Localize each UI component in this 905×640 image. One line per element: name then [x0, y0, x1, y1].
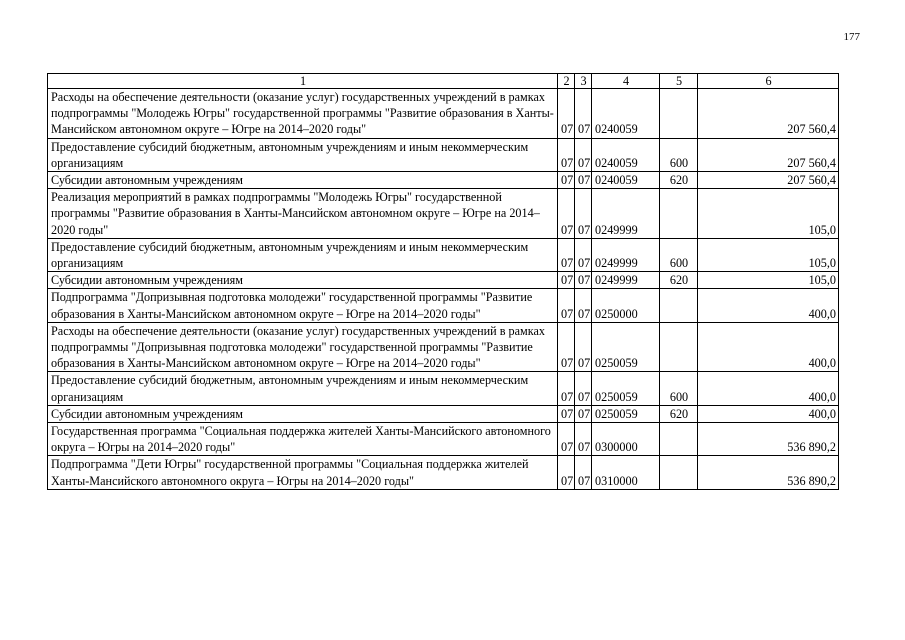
table-row — [48, 456, 839, 489]
table-row — [48, 138, 839, 171]
table-row — [48, 372, 839, 405]
row-subsection: 07 — [575, 189, 592, 239]
row-section: 07 — [558, 289, 575, 322]
row-expense-type: 600 — [660, 372, 698, 405]
row-target-code: 0250059 — [592, 322, 660, 372]
row-subsection: 07 — [575, 172, 592, 189]
row-section: 07 — [558, 89, 575, 139]
row-expense-type — [660, 89, 698, 139]
table-row — [48, 172, 839, 189]
row-target-code: 0240059 — [592, 172, 660, 189]
row-amount: 105,0 — [698, 238, 839, 271]
page-number: 177 — [843, 31, 860, 43]
row-subsection: 07 — [575, 372, 592, 405]
row-target-code: 0250059 — [592, 405, 660, 422]
table-row — [48, 89, 839, 139]
row-subsection: 07 — [575, 138, 592, 171]
row-expense-type — [660, 289, 698, 322]
row-subsection: 07 — [575, 272, 592, 289]
row-section: 07 — [558, 405, 575, 422]
row-section: 07 — [558, 238, 575, 271]
row-name: Предоставление субсидий бюджетным, автономным учреждениям и иным некоммерческим организациям — [48, 238, 558, 271]
row-amount: 207 560,4 — [698, 172, 839, 189]
row-expense-type — [660, 423, 698, 456]
row-amount: 207 560,4 — [698, 89, 839, 139]
row-name: Государственная программа "Социальная поддержка жителей Ханты-Мансийского автономного округа – Югры на 2014–2020 годы" — [48, 423, 558, 456]
row-name: Расходы на обеспечение деятельности (оказание услуг) государственных учреждений в рамках подпрограммы "Молодежь Югры" государственной программы "Развитие образования в Ханты-Мансийском автономном округе – Югре на 2014–2020 годы" — [48, 89, 558, 139]
row-amount: 536 890,2 — [698, 456, 839, 489]
row-amount: 207 560,4 — [698, 138, 839, 171]
row-subsection: 07 — [575, 89, 592, 139]
row-subsection: 07 — [575, 238, 592, 271]
budget-table — [47, 73, 839, 490]
row-amount: 400,0 — [698, 405, 839, 422]
row-name: Подпрограмма "Допризывная подготовка молодежи" государственной программы "Развитие образования в Ханты-Мансийском автономном округе – Югре на 2014–2020 годы" — [48, 289, 558, 322]
row-name: Подпрограмма "Дети Югры" государственной программы "Социальная поддержка жителей Ханты-Мансийского автономного округа – Югры на 2014–2020 годы" — [48, 456, 558, 489]
row-amount: 400,0 — [698, 322, 839, 372]
row-section: 07 — [558, 172, 575, 189]
row-amount: 105,0 — [698, 272, 839, 289]
header-row — [48, 74, 839, 89]
row-target-code: 0250059 — [592, 372, 660, 405]
table-row — [48, 238, 839, 271]
row-name: Субсидии автономным учреждениям — [48, 405, 558, 422]
row-target-code: 0250000 — [592, 289, 660, 322]
row-section: 07 — [558, 322, 575, 372]
row-amount: 105,0 — [698, 189, 839, 239]
row-amount: 400,0 — [698, 289, 839, 322]
row-target-code: 0240059 — [592, 89, 660, 139]
header-cell-3: 3 — [575, 74, 592, 89]
row-section: 07 — [558, 272, 575, 289]
header-cell-1: 1 — [48, 74, 558, 89]
row-expense-type — [660, 189, 698, 239]
row-name: Субсидии автономным учреждениям — [48, 272, 558, 289]
table-row — [48, 272, 839, 289]
row-expense-type: 620 — [660, 405, 698, 422]
row-subsection: 07 — [575, 405, 592, 422]
row-amount: 536 890,2 — [698, 423, 839, 456]
row-subsection: 07 — [575, 456, 592, 489]
row-expense-type: 600 — [660, 138, 698, 171]
row-section: 07 — [558, 138, 575, 171]
row-target-code: 0310000 — [592, 456, 660, 489]
row-expense-type — [660, 456, 698, 489]
row-amount: 400,0 — [698, 372, 839, 405]
row-name: Расходы на обеспечение деятельности (оказание услуг) государственных учреждений в рамках подпрограммы "Допризывная подготовка молодежи" государственной программы "Развитие образования в Ханты-Мансийском автономном округе – Югре на 2014–2020 годы" — [48, 322, 558, 372]
row-section: 07 — [558, 456, 575, 489]
row-target-code: 0300000 — [592, 423, 660, 456]
table-row — [48, 289, 839, 322]
row-target-code: 0249999 — [592, 189, 660, 239]
row-target-code: 0249999 — [592, 238, 660, 271]
row-expense-type: 620 — [660, 272, 698, 289]
row-section: 07 — [558, 189, 575, 239]
row-expense-type — [660, 322, 698, 372]
row-subsection: 07 — [575, 289, 592, 322]
table-row — [48, 405, 839, 422]
row-expense-type: 600 — [660, 238, 698, 271]
row-section: 07 — [558, 423, 575, 456]
table-row — [48, 322, 839, 372]
header-cell-2: 2 — [558, 74, 575, 89]
row-target-code: 0240059 — [592, 138, 660, 171]
row-expense-type: 620 — [660, 172, 698, 189]
header-cell-4: 4 — [592, 74, 660, 89]
row-subsection: 07 — [575, 423, 592, 456]
row-subsection: 07 — [575, 322, 592, 372]
row-target-code: 0249999 — [592, 272, 660, 289]
table-row — [48, 189, 839, 239]
header-cell-5: 5 — [660, 74, 698, 89]
row-name: Предоставление субсидий бюджетным, автономным учреждениям и иным некоммерческим организациям — [48, 138, 558, 171]
row-section: 07 — [558, 372, 575, 405]
row-name: Субсидии автономным учреждениям — [48, 172, 558, 189]
row-name: Предоставление субсидий бюджетным, автономным учреждениям и иным некоммерческим организациям — [48, 372, 558, 405]
header-cell-6: 6 — [698, 74, 839, 89]
row-name: Реализация мероприятий в рамках подпрограммы "Молодежь Югры" государственной программы "Развитие образования в Ханты-Мансийском автономном округе – Югре на 2014–2020 годы" — [48, 189, 558, 239]
table-row — [48, 423, 839, 456]
